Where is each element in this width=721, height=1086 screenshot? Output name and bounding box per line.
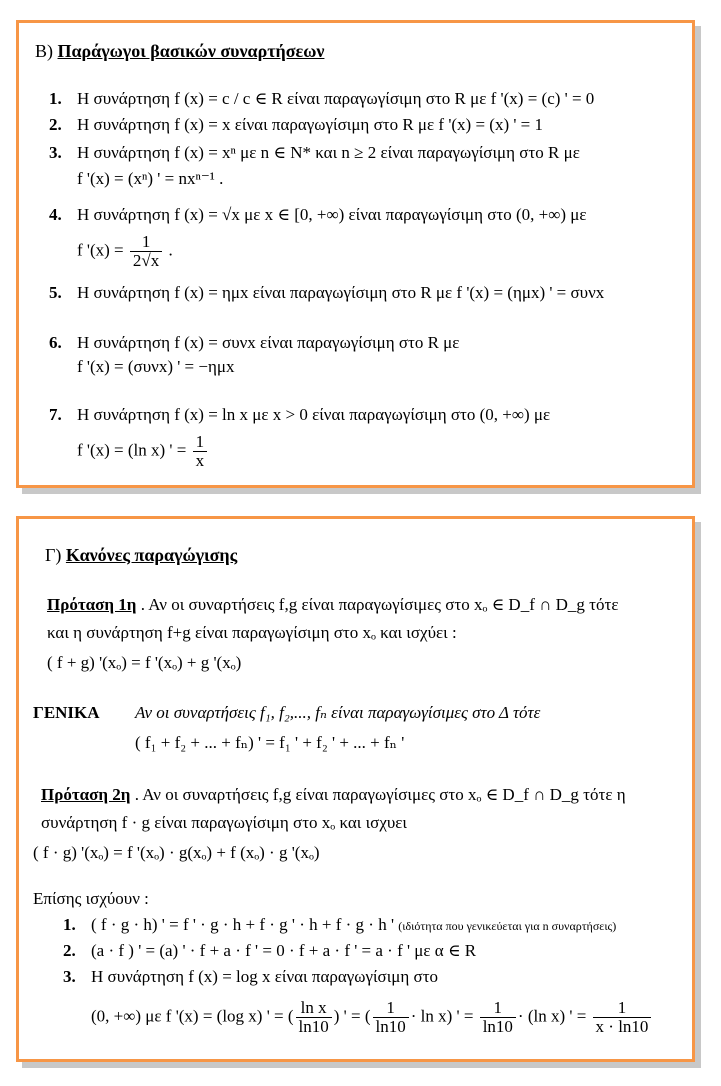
item-b4-fraction [130, 233, 162, 270]
item-b4-lhs: f '(x) = [77, 240, 124, 260]
item-b4-formula [77, 233, 173, 270]
item-b4-period: . [168, 240, 173, 260]
also-label: Επίσης ισχύουν : [33, 889, 149, 908]
also-item2-num: 2. [63, 941, 76, 960]
general-formula: ( f₁ + f₂ + ... + fₙ) ' = f₁ ' + f₂ ' + ... + fₙ ' [135, 733, 405, 752]
frac-denominator: 2√x [132, 251, 160, 270]
section-g-heading [45, 545, 237, 565]
log-frac-3 [480, 999, 516, 1036]
item-b1-num: 1. [49, 89, 62, 108]
frac-numerator: 1 [373, 999, 409, 1018]
section-g-title: Κανόνες παραγώγισης [65, 545, 238, 565]
section-g-label: Γ) [45, 545, 62, 565]
item-b4-text: Η συνάρτηση f (x) = √x με x ∈ [0, +∞) είναι παραγωγίσιμη στο (0, +∞) με [77, 205, 587, 224]
section-b-heading [35, 41, 324, 61]
item-b4-num: 4. [49, 205, 62, 224]
log-t3: · ln x) ' = [410, 1006, 474, 1026]
item-b7-lhs: f '(x) = (ln x) ' = [77, 440, 187, 460]
log-frac-4 [593, 999, 652, 1036]
log-frac-2 [373, 999, 409, 1036]
section-b-title: Παράγωγοι βασικών συναρτήσεων [57, 41, 325, 61]
frac-numerator: 1 [480, 999, 516, 1018]
item-b6-formula: f '(x) = (συνx) ' = −ημx [77, 357, 235, 376]
item-b7-formula [77, 433, 209, 470]
item-b7-text: Η συνάρτηση f (x) = ln x με x > 0 είναι παραγωγίσιμη στο (0, +∞) με [77, 405, 551, 424]
prop1-title: Πρόταση 1η [47, 595, 137, 614]
frac-numerator: 1 [193, 433, 208, 452]
also-item3-text: Η συνάρτηση f (x) = log x είναι παραγωγίσιμη στο [91, 967, 439, 986]
log-frac-1 [296, 999, 332, 1036]
item-b2-text: Η συνάρτηση f (x) = x είναι παραγωγίσιμη στο R με f '(x) = (x) ' = 1 [77, 115, 544, 134]
item-b7-num: 7. [49, 405, 62, 424]
general-line1: Αν οι συναρτήσεις f₁, f₂,..., fₙ είναι παραγωγίσιμες στο Δ τότε [135, 703, 541, 722]
prop2-line2: συνάρτηση f · g είναι παραγωγίσιμη στο xₒ και ισχυει [41, 813, 407, 832]
log-lhs: (0, +∞) με f '(x) = (log x) ' = ( [91, 1006, 294, 1026]
prop2-text: . Αν οι συναρτήσεις f,g είναι παραγωγίσιμες στο xₒ ∈ D_f ∩ D_g τότε η [134, 785, 626, 804]
prop1-line2: και η συνάρτηση f+g είναι παραγωγίσιμη στο xₒ και ισχύει : [47, 623, 457, 642]
item-b2-num: 2. [49, 115, 62, 134]
prop2-line1 [41, 785, 626, 805]
frac-numerator: 1 [593, 999, 652, 1018]
also-item3-num: 3. [63, 967, 76, 986]
also-item1-note: (ιδιότητα που γενικεύεται για n συναρτήσεις) [398, 919, 617, 933]
frac-denominator: ln10 [375, 1017, 406, 1036]
prop1-line1 [47, 595, 618, 615]
log-t2: ) ' = ( [333, 1006, 371, 1026]
frac-denominator: ln10 [298, 1017, 329, 1036]
prop2-title: Πρόταση 2η [41, 785, 131, 804]
item-b5-text: Η συνάρτηση f (x) = ημx είναι παραγωγίσιμη στο R με f '(x) = (ημx) ' = συνx [77, 283, 605, 302]
item-b3-formula: f '(x) = (xⁿ) ' = nxⁿ⁻¹ . [77, 169, 224, 188]
frac-numerator: 1 [130, 233, 162, 252]
log-t4: · (ln x) ' = [517, 1006, 587, 1026]
also-item2-formula: (a · f ) ' = (a) ' · f + a · f ' = 0 · f + a · f ' = a · f ' με α ∈ R [91, 941, 477, 960]
section-b-box [16, 20, 695, 488]
also-item1-num: 1. [63, 915, 76, 934]
section-g-box [16, 516, 695, 1062]
item-b5-num: 5. [49, 283, 62, 302]
item-b6-num: 6. [49, 333, 62, 352]
also-item3-formula [91, 999, 653, 1036]
frac-denominator: ln10 [482, 1017, 513, 1036]
prop2-formula: ( f · g) '(xₒ) = f '(xₒ) · g(xₒ) + f (xₒ) · g '(xₒ) [33, 843, 320, 862]
frac-denominator: x [195, 451, 205, 470]
frac-numerator: ln x [296, 999, 332, 1018]
item-b6-text: Η συνάρτηση f (x) = συνx είναι παραγωγίσιμη στο R με [77, 333, 460, 352]
item-b7-fraction [193, 433, 208, 470]
also-item1-formula: ( f · g · h) ' = f ' · g · h + f · g ' · h + f · g · h ' [91, 915, 395, 934]
prop1-text: . Αν οι συναρτήσεις f,g είναι παραγωγίσιμες στο xₒ ∈ D_f ∩ D_g τότε [140, 595, 619, 614]
item-b1-text: Η συνάρτηση f (x) = c / c ∈ R είναι παραγωγίσιμη στο R με f '(x) = (c) ' = 0 [77, 89, 595, 108]
section-b-label: Β) [35, 41, 53, 61]
also-item1 [91, 915, 616, 936]
prop1-formula: ( f + g) '(xₒ) = f '(xₒ) + g '(xₒ) [47, 653, 242, 672]
general-label: ΓΕΝΙΚΑ [33, 703, 100, 722]
item-b3-num: 3. [49, 143, 62, 162]
frac-denominator: x · ln10 [595, 1017, 649, 1036]
item-b3-text: Η συνάρτηση f (x) = xⁿ με n ∈ N* και n ≥ 2 είναι παραγωγίσιμη στο R με [77, 143, 580, 162]
